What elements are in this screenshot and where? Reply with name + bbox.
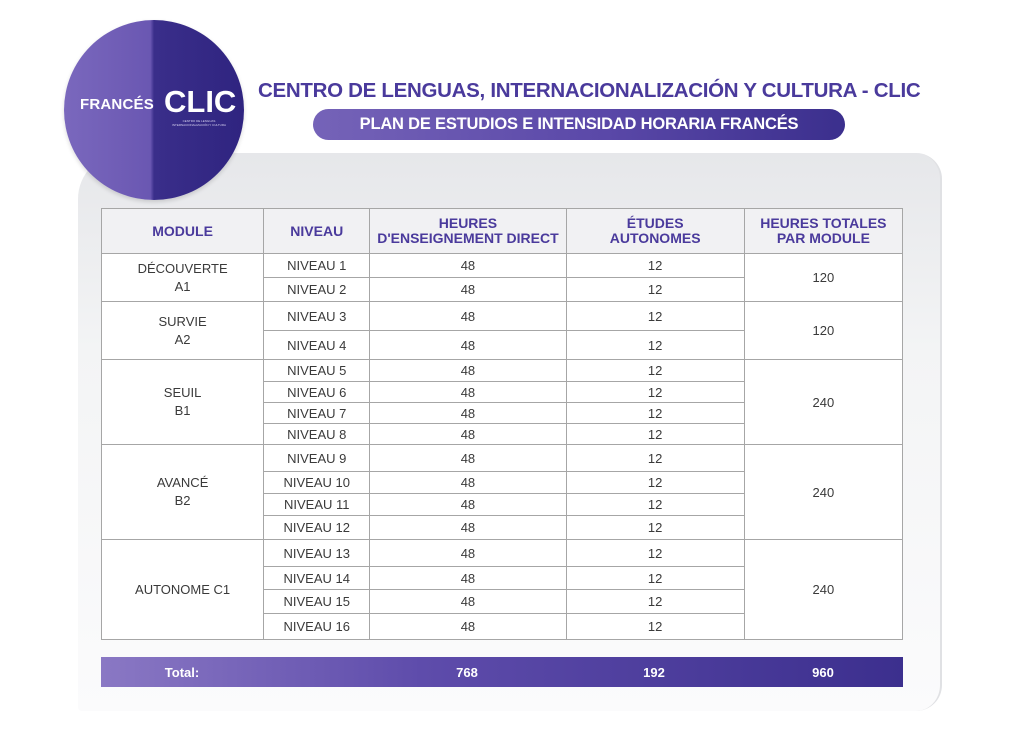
header-niveau: NIVEAU: [264, 209, 370, 254]
etudes-cell: 12: [566, 360, 744, 382]
heures-cell: 48: [370, 540, 566, 567]
module-total-cell: 120: [744, 302, 902, 360]
table-row: [102, 302, 903, 331]
module-total-cell: 120: [744, 254, 902, 302]
etudes-cell: 12: [566, 540, 744, 567]
module-name: AVANCÉ: [156, 475, 209, 490]
module-name: SURVIE: [158, 313, 207, 329]
niveau-cell: NIVEAU 2: [264, 278, 370, 302]
logo-frances-text: FRANCÉS: [80, 96, 154, 113]
header-totales-line2: PAR MODULE: [776, 230, 870, 246]
niveau-cell: NIVEAU 9: [264, 445, 370, 472]
etudes-cell: 12: [566, 567, 744, 590]
total-totales: 960: [812, 665, 834, 680]
logo-subtitle: CENTRO DE LENGUAS INTERNACIONALIZACIÓN Y CULTURA: [171, 119, 226, 127]
total-row: [101, 657, 903, 687]
module-name: DÉCOUVERTE: [137, 260, 228, 276]
module-name: SEUIL: [163, 385, 202, 400]
module-level: A1: [174, 278, 191, 294]
niveau-cell: NIVEAU 12: [264, 516, 370, 540]
etudes-cell: 12: [566, 494, 744, 516]
module-cell: [102, 445, 264, 540]
etudes-cell: 12: [566, 254, 744, 278]
module-name: AUTONOME C1: [135, 581, 231, 597]
niveau-cell: NIVEAU 7: [264, 403, 370, 424]
niveau-cell: NIVEAU 8: [264, 424, 370, 445]
header-etudes: [566, 209, 744, 254]
heures-cell: 48: [370, 424, 566, 445]
total-label: Total:: [164, 665, 200, 680]
module-cell: [102, 540, 264, 640]
etudes-cell: 12: [566, 445, 744, 472]
header-totales: [744, 209, 902, 254]
header-heures-line2: D'ENSEIGNEMENT DIRECT: [377, 230, 559, 246]
niveau-cell: NIVEAU 13: [264, 540, 370, 567]
niveau-cell: NIVEAU 3: [264, 302, 370, 331]
heures-cell: 48: [370, 494, 566, 516]
module-cell: [102, 360, 264, 445]
heures-cell: 48: [370, 302, 566, 331]
header-heures-line1: HEURES: [438, 215, 498, 231]
header-module: MODULE: [102, 209, 264, 254]
table-header-row: [102, 209, 903, 254]
niveau-cell: NIVEAU 5: [264, 360, 370, 382]
etudes-cell: 12: [566, 614, 744, 640]
heures-cell: 48: [370, 403, 566, 424]
niveau-cell: NIVEAU 16: [264, 614, 370, 640]
etudes-cell: 12: [566, 302, 744, 331]
module-total-cell: 240: [744, 360, 902, 445]
etudes-cell: 12: [566, 403, 744, 424]
table-row: [102, 254, 903, 278]
header-etudes-line2: AUTONOMES: [609, 230, 701, 246]
module-level: B1: [174, 403, 191, 418]
heures-cell: 48: [370, 360, 566, 382]
logo-clic-text: CLIC: [164, 84, 237, 119]
heures-cell: 48: [370, 614, 566, 640]
subtitle-banner: [313, 109, 845, 140]
module-cell: [102, 254, 264, 302]
module-total-cell: 240: [744, 445, 902, 540]
subtitle-text: PLAN DE ESTUDIOS E INTENSIDAD HORARIA FRANCÉS: [359, 115, 799, 133]
etudes-cell: 12: [566, 472, 744, 494]
table-row: [102, 360, 903, 382]
heures-cell: 48: [370, 472, 566, 494]
study-plan-table: [101, 208, 903, 640]
total-etudes: 192: [643, 665, 665, 680]
heures-cell: 48: [370, 567, 566, 590]
etudes-cell: 12: [566, 278, 744, 302]
heures-cell: 48: [370, 516, 566, 540]
module-level: B2: [174, 493, 191, 508]
niveau-cell: NIVEAU 15: [264, 590, 370, 614]
etudes-cell: 12: [566, 331, 744, 360]
heures-cell: 48: [370, 382, 566, 403]
page-title: CENTRO DE LENGUAS, INTERNACIONALIZACIÓN Y CULTURA - CLIC: [258, 79, 921, 102]
module-level: A2: [174, 331, 191, 347]
niveau-cell: NIVEAU 14: [264, 567, 370, 590]
niveau-cell: NIVEAU 4: [264, 331, 370, 360]
niveau-cell: NIVEAU 11: [264, 494, 370, 516]
heures-cell: 48: [370, 590, 566, 614]
header-etudes-line1: ÉTUDES: [626, 215, 684, 231]
heures-cell: 48: [370, 445, 566, 472]
heures-cell: 48: [370, 254, 566, 278]
table-row: [102, 445, 903, 472]
niveau-cell: NIVEAU 10: [264, 472, 370, 494]
table-row: [102, 540, 903, 567]
etudes-cell: 12: [566, 382, 744, 403]
header-totales-line1: HEURES TOTALES: [760, 215, 887, 231]
heures-cell: 48: [370, 278, 566, 302]
header-heures: [370, 209, 566, 254]
etudes-cell: 12: [566, 424, 744, 445]
niveau-cell: NIVEAU 1: [264, 254, 370, 278]
module-cell: [102, 302, 264, 360]
etudes-cell: 12: [566, 516, 744, 540]
heures-cell: 48: [370, 331, 566, 360]
total-heures: 768: [456, 665, 478, 680]
module-total-cell: 240: [744, 540, 902, 640]
etudes-cell: 12: [566, 590, 744, 614]
niveau-cell: NIVEAU 6: [264, 382, 370, 403]
